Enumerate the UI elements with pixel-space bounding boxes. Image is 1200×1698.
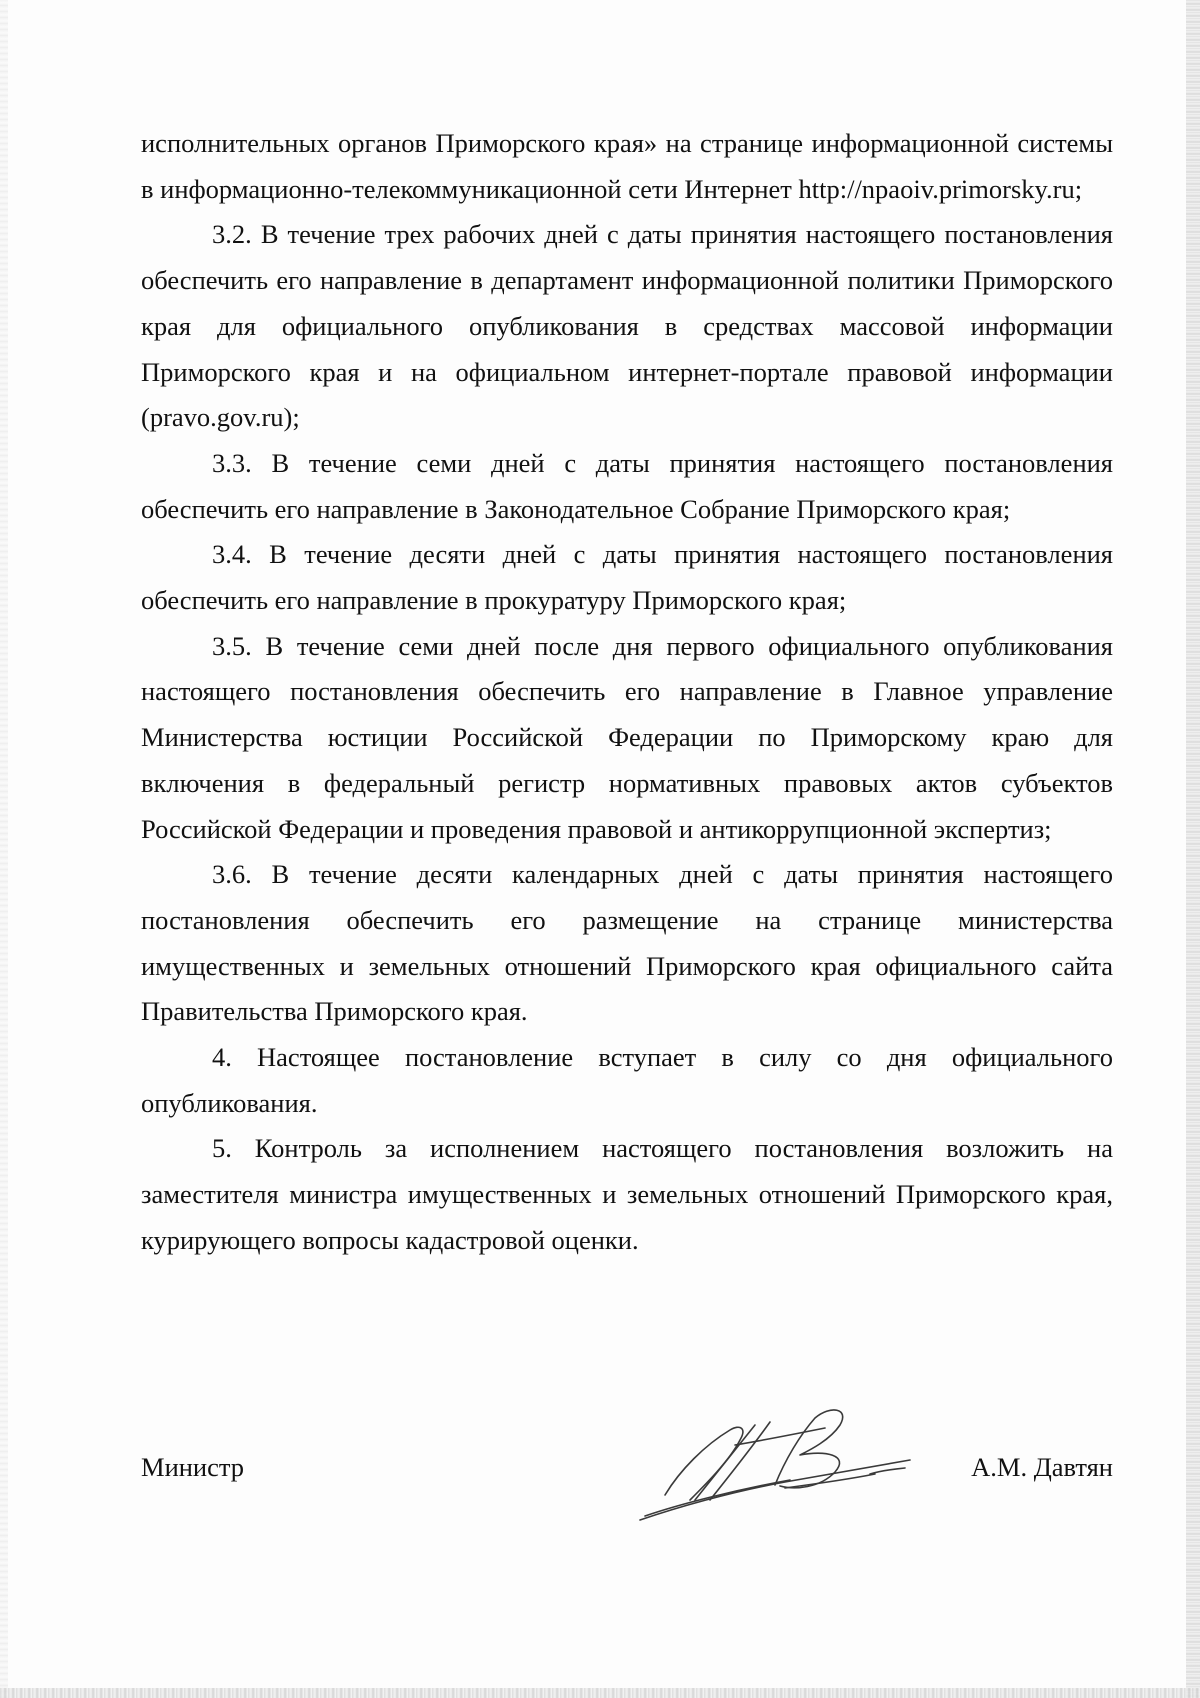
paragraph-3-4: 3.4. В течение десяти дней с даты принятия настоящего постановления обеспечить его направление в прокуратуру Приморского края;: [141, 539, 1113, 616]
paragraph-4: 4. Настоящее постановление вступает в силу со дня официального опубликования.: [141, 1042, 1113, 1118]
scan-edge-bottom: [0, 1688, 1200, 1698]
paragraph-5: 5. Контроль за исполнением настоящего постановления возложить на заместителя министра имущественных и земельных отношений Приморского края, курирующего вопросы кадастровой оценки.: [141, 1133, 1113, 1255]
signer-title: Министр: [141, 1452, 245, 1482]
scan-edge-left: [0, 0, 8, 1698]
paragraph-3-5: 3.5. В течение семи дней после дня первого официального опубликования настоящего постановления обеспечить его направление в Главное управление Министерства юстиции Российской Федерации по Приморскому краю для включения в федеральный регистр нормативных правовых актов субъектов Российской Федерации и проведения правовой и антикоррупционной экспертиз;: [141, 630, 1113, 844]
document-body: [141, 121, 1113, 1264]
handwritten-signature: [635, 1400, 925, 1530]
paragraph-3-6: 3.6. В течение десяти календарных дней с даты принятия настоящего постановления обеспечить его размещение на странице министерства имущественных и земельных отношений Приморского края официального сайта Правительства Приморского края.: [141, 859, 1113, 1027]
signature-block: [141, 1445, 1113, 1495]
paragraph-3-3: 3.3. В течение семи дней с даты принятия настоящего постановления обеспечить его направление в Законодательное Собрание Приморского края;: [141, 447, 1113, 524]
signer-name: А.М. Давтян: [971, 1452, 1113, 1482]
paragraph-3-2: 3.2. В течение трех рабочих дней с даты принятия настоящего постановления обеспечить его направление в департамент информационной политики Приморского края для официального опубликования в средствах массовой информации Приморского края и на официальном интернет-портале правовой информации (pravo.gov.ru);: [141, 219, 1113, 433]
scan-edge-right: [1186, 0, 1200, 1698]
paragraph-continuation: исполнительных органов Приморского края» на странице информационной системы в информационно-телекоммуникационной сети Интернет http://npaoiv.primorsky.ru;: [141, 128, 1113, 204]
